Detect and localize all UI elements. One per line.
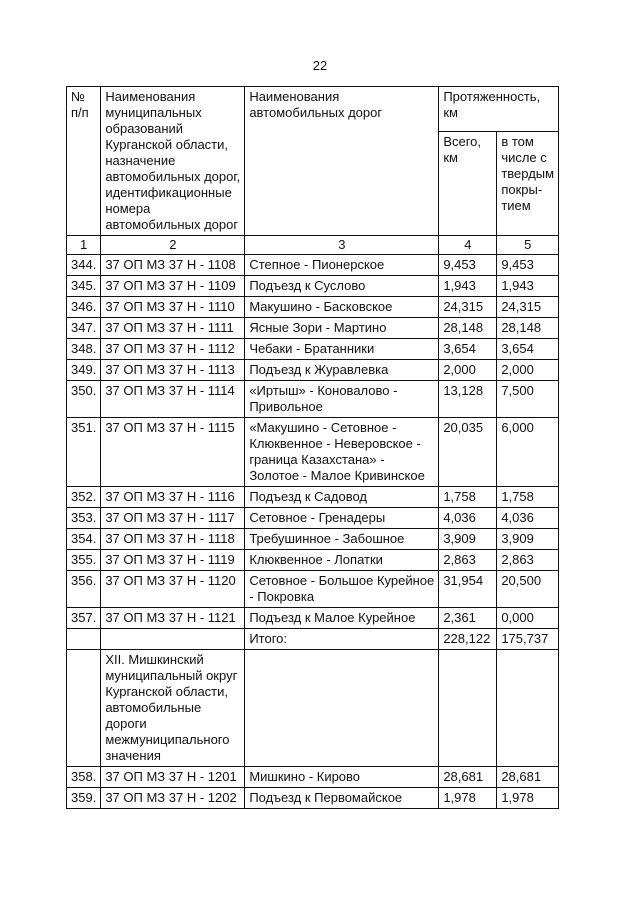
row-number: 347. [67,318,101,339]
header-paved: в том числе с твердым покры-тием [497,132,559,236]
page-number: 22 [312,58,328,73]
column-number: 5 [497,236,559,255]
row-number: 353. [67,508,101,529]
table-row [67,255,559,276]
header-municipality: Наименования муниципальных образований Курганской области, назначение автомобильных дорог, идентификационные номера автомобильных дорог [101,87,245,236]
road-id: 37 ОП МЗ 37 Н - 1119 [101,550,245,571]
road-name: Макушино - Басковское [245,297,439,318]
table-row [67,318,559,339]
road-id: 37 ОП МЗ 37 Н - 1201 [101,767,245,788]
subtotal-body [67,629,559,767]
length-paved: 9,453 [497,255,559,276]
road-id: 37 ОП МЗ 37 Н - 1108 [101,255,245,276]
length-total: 9,453 [439,255,497,276]
road-id: 37 ОП МЗ 37 Н - 1117 [101,508,245,529]
length-total: 3,909 [439,529,497,550]
table-row [67,571,559,608]
length-paved: 24,315 [497,297,559,318]
table-row [67,339,559,360]
table-row [67,418,559,487]
table-row [67,788,559,809]
header-total: Всего, км [439,132,497,236]
length-total: 2,361 [439,608,497,629]
length-total: 1,943 [439,276,497,297]
row-number: 359. [67,788,101,809]
length-total: 20,035 [439,418,497,487]
length-paved: 1,758 [497,487,559,508]
road-name: Подъезд к Первомайское [245,788,439,809]
length-total: 4,036 [439,508,497,529]
row-number: 345. [67,276,101,297]
subtotal-row [67,629,559,650]
length-total: 31,954 [439,571,497,608]
row-number: 354. [67,529,101,550]
road-name: Клюквенное - Лопатки [245,550,439,571]
row-number: 356. [67,571,101,608]
length-paved: 4,036 [497,508,559,529]
road-name: Мишкино - Кирово [245,767,439,788]
road-name: «Макушино - Сетовное - Клюквенное - Неверовское - граница Казахстана» - Золотое - Малое Кривинское [245,418,439,487]
table-row [67,276,559,297]
column-numbers-row [67,236,559,255]
length-paved: 3,909 [497,529,559,550]
row-number: 350. [67,381,101,418]
table-row [67,381,559,418]
road-id: 37 ОП МЗ 37 Н - 1114 [101,381,245,418]
road-name: Требушинное - Забошное [245,529,439,550]
road-id: 37 ОП МЗ 37 Н - 1113 [101,360,245,381]
road-name: Подъезд к Суслово [245,276,439,297]
road-name: Подъезд к Малое Курейное [245,608,439,629]
table-row [67,608,559,629]
road-name: Степное - Пионерское [245,255,439,276]
roads-table [66,86,559,809]
row-number: 344. [67,255,101,276]
road-name: «Иртыш» - Коновалово - Привольное [245,381,439,418]
header-row [67,87,559,132]
row-number: 357. [67,608,101,629]
row-number: 355. [67,550,101,571]
table-row [67,767,559,788]
length-paved: 1,943 [497,276,559,297]
length-total: 13,128 [439,381,497,418]
table-row [67,360,559,381]
row-number: 358. [67,767,101,788]
length-paved: 7,500 [497,381,559,418]
length-paved: 28,148 [497,318,559,339]
length-total: 2,000 [439,360,497,381]
column-number: 3 [245,236,439,255]
header-length: Протяженность, км [439,87,559,132]
length-total: 1,758 [439,487,497,508]
road-id: 37 ОП МЗ 37 Н - 1111 [101,318,245,339]
column-number: 2 [101,236,245,255]
table-row [67,508,559,529]
road-name: Подъезд к Садовод [245,487,439,508]
length-total: 2,863 [439,550,497,571]
row-number: 348. [67,339,101,360]
table-row [67,487,559,508]
road-name: Сетовное - Гренадеры [245,508,439,529]
length-total: 1,978 [439,788,497,809]
road-id: 37 ОП МЗ 37 Н - 1202 [101,788,245,809]
table-body-after [67,767,559,809]
length-total: 28,681 [439,767,497,788]
row-number: 349. [67,360,101,381]
length-paved: 3,654 [497,339,559,360]
table-body [67,255,559,629]
road-id: 37 ОП МЗ 37 Н - 1115 [101,418,245,487]
length-total: 28,148 [439,318,497,339]
road-id: 37 ОП МЗ 37 Н - 1116 [101,487,245,508]
header-road-names: Наименования автомобильных дорог [245,87,439,236]
road-id: 37 ОП МЗ 37 Н - 1109 [101,276,245,297]
length-paved: 0,000 [497,608,559,629]
subtotal-label: Итого: [245,629,439,650]
road-name: Чебаки - Братанники [245,339,439,360]
header-num: № п/п [67,87,101,236]
length-paved: 2,863 [497,550,559,571]
length-paved: 6,000 [497,418,559,487]
row-number: 352. [67,487,101,508]
road-name: Ясные Зори - Мартино [245,318,439,339]
length-total: 24,315 [439,297,497,318]
road-name: Подъезд к Журавлевка [245,360,439,381]
table-row [67,550,559,571]
length-paved: 2,000 [497,360,559,381]
road-id: 37 ОП МЗ 37 Н - 1121 [101,608,245,629]
road-name: Сетовное - Большое Курейное - Покровка [245,571,439,608]
table-row [67,529,559,550]
road-id: 37 ОП МЗ 37 Н - 1118 [101,529,245,550]
section-header: XII. Мишкинский муниципальный округ Курганской области, автомобильные дороги межмуниципального значения [101,650,245,767]
subtotal-paved: 175,737 [497,629,559,650]
length-paved: 1,978 [497,788,559,809]
section-header-row [67,650,559,767]
length-paved: 28,681 [497,767,559,788]
table-row [67,297,559,318]
row-number: 346. [67,297,101,318]
road-id: 37 ОП МЗ 37 Н - 1112 [101,339,245,360]
row-number: 351. [67,418,101,487]
road-id: 37 ОП МЗ 37 Н - 1120 [101,571,245,608]
subtotal-total: 228,122 [439,629,497,650]
road-id: 37 ОП МЗ 37 Н - 1110 [101,297,245,318]
column-number: 1 [67,236,101,255]
length-paved: 20,500 [497,571,559,608]
column-number: 4 [439,236,497,255]
length-total: 3,654 [439,339,497,360]
